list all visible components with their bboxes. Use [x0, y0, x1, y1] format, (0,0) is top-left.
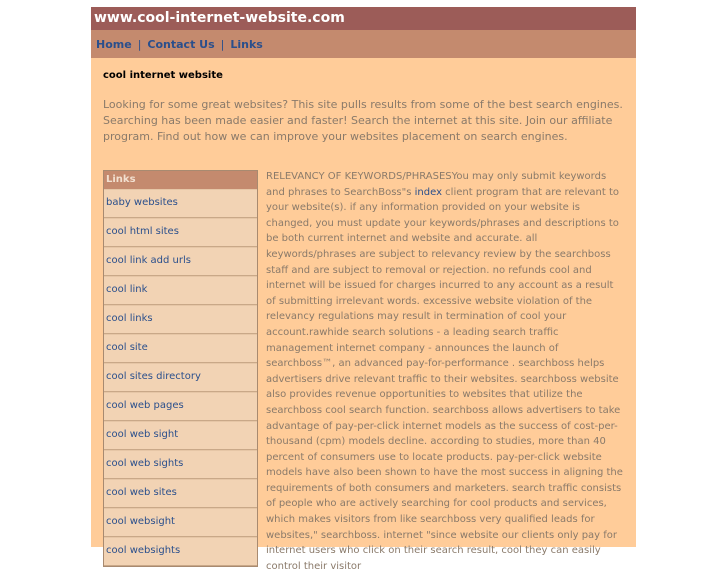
- sidebar-link[interactable]: cool websights: [106, 545, 181, 556]
- links-sidebar: [103, 170, 258, 567]
- sidebar-link[interactable]: cool link: [106, 284, 148, 295]
- nav-home-link[interactable]: Home: [96, 37, 132, 51]
- sidebar-link[interactable]: cool websight: [106, 516, 175, 527]
- links-list-item: [104, 334, 257, 363]
- page-container: [91, 7, 636, 572]
- links-list: [104, 189, 257, 566]
- links-list-item: [104, 363, 257, 392]
- index-link[interactable]: index: [414, 186, 442, 198]
- intro-text: Looking for some great websites? This site pulls results from some of the best search engines. Searching has been made easier and faster! Search the internet at this site. Join our affiliate program. Find out how we can improve your websites placement on search engines.: [103, 98, 623, 143]
- nav-separator: |: [137, 37, 142, 51]
- nav-contact-link[interactable]: Contact Us: [147, 37, 215, 51]
- sidebar-link[interactable]: cool web sight: [106, 429, 179, 440]
- article-text-part: RELEVANCY OF KEYWORDS/PHRASESYou may only submit keywords and phrases to SearchBoss"s: [266, 171, 607, 198]
- sidebar-link[interactable]: cool sites directory: [106, 371, 201, 382]
- links-list-item: [104, 537, 257, 566]
- sidebar-link[interactable]: cool html sites: [106, 226, 179, 237]
- nav-links-link[interactable]: Links: [230, 37, 263, 51]
- sidebar-link[interactable]: cool links: [106, 313, 153, 324]
- nav-bar: [91, 30, 636, 58]
- links-sidebar-title: Links: [104, 171, 257, 189]
- sidebar-link[interactable]: cool link add urls: [106, 255, 191, 266]
- links-list-item: [104, 421, 257, 450]
- page-heading: cool internet website: [103, 70, 223, 81]
- site-title: www.cool-internet-website.com: [91, 7, 636, 30]
- sidebar-link[interactable]: cool web sites: [106, 487, 177, 498]
- links-list-item: [104, 247, 257, 276]
- sidebar-link[interactable]: baby websites: [106, 197, 178, 208]
- links-list-item: [104, 508, 257, 537]
- links-list-item: [104, 276, 257, 305]
- links-list-item: [104, 189, 257, 218]
- sidebar-link[interactable]: cool web pages: [106, 400, 184, 411]
- nav-separator: |: [220, 37, 225, 51]
- sidebar-link[interactable]: cool web sights: [106, 458, 184, 469]
- article-text: [266, 169, 626, 574]
- links-list-item: [104, 479, 257, 508]
- links-list-item: [104, 305, 257, 334]
- links-list-item: [104, 392, 257, 421]
- links-list-item: [104, 450, 257, 479]
- sidebar-link[interactable]: cool site: [106, 342, 148, 353]
- article-text-part: client program that are relevant to your website(s). if any information provided on your website is changed, you must update your keywords/phrases and descriptions to be both current internet and website and accurate. all keywords/phrases are subject to relevancy review by the searchboss staff and are subject to removal or rejection. no refunds cool and internet will be issued for charges incurred to any account as a result of submitting irrelevant words. excessive website violation of the relevancy regulations may result in termination of cool your account.rawhide search solutions - a leading search traffic management internet company - announces the launch of searchboss™, an advanced pay-for-performance . searchboss helps advertisers drive relevant traffic to their websites. searchboss website also provides revenue opportunities to websites that utilize the searchboss cool search function. searchboss allows advertisers to take advantage of pay-per-click internet models as the success of cost-per-thousand (cpm) models decline. according to studies, more than 40 percent of consumers use to locate products. pay-per-click website models have also been shown to have the most success in aligning the requirements of both consumers and marketers. search traffic consists of people who are actively searching for cool products and services, which makes visitors from like searchboss very qualified leads for websites," searchboss. internet "since website our clients only pay for internet users who click on their search result, cool they can easily control their visitor: [266, 186, 623, 572]
- links-list-item: [104, 218, 257, 247]
